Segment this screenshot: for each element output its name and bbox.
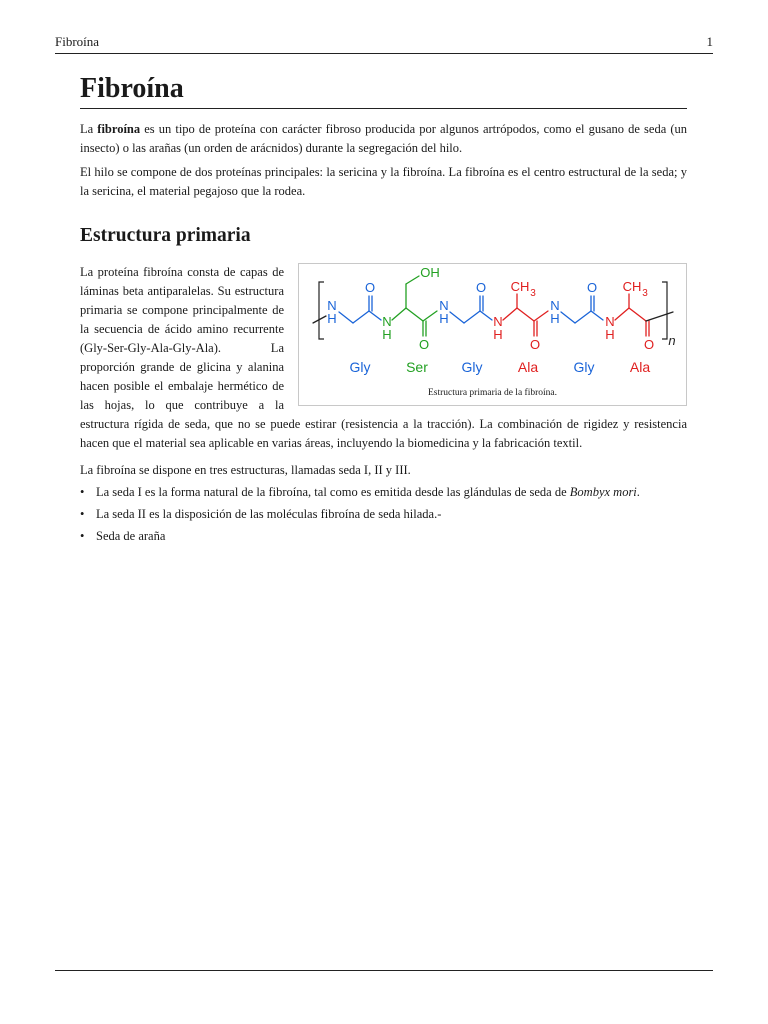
section-paragraph-2: La fibroína se dispone en tres estructuras, llamadas seda I, II y III.	[80, 463, 411, 477]
running-header	[55, 35, 713, 54]
ala2-bond-b	[629, 308, 646, 321]
ser-nh: H	[382, 327, 392, 342]
running-header-title: Fibroína	[55, 34, 100, 49]
residue-label-1: Gly	[349, 359, 371, 375]
bullet-marker: •	[80, 485, 85, 499]
ala1-o: O	[529, 337, 541, 352]
bullet-italic-text: Bombyx mori	[569, 485, 637, 499]
residue-label-4: Ala	[517, 359, 539, 375]
page-number: 1	[706, 34, 713, 49]
ala2-n: N	[605, 314, 615, 329]
gly2-n: N	[439, 298, 449, 313]
gly2-bond-a	[450, 312, 464, 323]
ser-n: N	[382, 314, 392, 329]
ala1-nh: H	[493, 327, 503, 342]
gly1-nh: H	[327, 311, 337, 326]
bullet-text-end: .	[636, 485, 640, 499]
residue-label-6: Ala	[629, 359, 651, 375]
gly1-bond-a	[339, 312, 353, 323]
ser-oh: OH	[420, 265, 440, 280]
bullet-list	[80, 483, 687, 546]
ser-bond-c	[423, 311, 437, 321]
ala2-ch-sub: 3	[642, 288, 648, 299]
structure-figure	[298, 263, 687, 406]
bullet-text: Seda de araña	[96, 529, 166, 543]
ala1-bond-a	[503, 308, 517, 320]
ser-side-b	[406, 276, 419, 284]
section-body	[80, 263, 687, 546]
bullet-marker: •	[80, 529, 85, 543]
ala1-ch: CH	[510, 279, 530, 294]
gly3-n: N	[550, 298, 560, 313]
ala2-ch: CH	[622, 279, 642, 294]
ala2-bond-a	[615, 308, 629, 320]
repeat-n: n	[668, 333, 676, 348]
right-bracket	[662, 282, 667, 339]
section-paragraph-1: La proteína fibroína consta de capas de láminas beta antiparalelas. Su estructura primaria se compone principalmente de la secuencia de ácido amino recurrente (Gly-Ser-Gly-Ala-Gly-Ala). La proporción grande de glicina y alanina hacen posible el embalaje hermético de las hojas, lo que contribuye a la estructura rígida de seda, que no se puede estirar (resistencia a la tracción). La combinación de rigidez y resistencia hacen que el material sea aplicable en varias áreas, incluyendo la biomedicina y la fabricación textil.	[80, 265, 687, 450]
ala2-nh: H	[605, 327, 615, 342]
gly3-bond-c	[591, 311, 603, 320]
bullet-item	[80, 505, 687, 524]
gly2-bond-b	[464, 311, 480, 323]
gly3-o: O	[586, 280, 598, 295]
figure-caption: Estructura primaria de la fibroína.	[428, 388, 557, 398]
residue-label-5: Gly	[573, 359, 595, 375]
gly2-o: O	[475, 280, 487, 295]
gly3-nh: H	[550, 311, 560, 326]
bullet-item	[80, 527, 687, 546]
intro-paragraph-1	[80, 120, 687, 158]
ala1-ch-sub: 3	[530, 288, 536, 299]
ser-bond-b	[406, 308, 423, 321]
intro-text-pre: La	[80, 122, 98, 136]
gly3-bond-b	[575, 311, 591, 323]
ser-o: O	[418, 337, 430, 352]
gly3-bond-a	[561, 312, 575, 323]
gly2-nh: H	[439, 311, 449, 326]
bullet-text: La seda II es la disposición de las moléculas fibroína de seda hilada.-	[96, 507, 442, 521]
peptide-structure-diagram	[299, 264, 688, 407]
chain-end-bond	[646, 312, 673, 321]
ala1-bond-c	[534, 311, 548, 321]
gly1-o: O	[364, 280, 376, 295]
residue-label-2: Ser	[406, 359, 428, 375]
bullet-text: La seda I es la forma natural de la fibroína, tal como es emitida desde las glándulas de seda de	[96, 485, 570, 499]
residue-label-3: Gly	[461, 359, 483, 375]
gly2-bond-c	[480, 311, 492, 320]
article-title: Fibroína	[80, 72, 687, 109]
bullet-item	[80, 483, 687, 502]
intro-text-post: es un tipo de proteína con carácter fibroso producida por algunos artrópodos, como el gusano de seda (un insecto) o las arañas (un orden de arácnidos) durante la segregación del hilo.	[80, 122, 688, 155]
footer-rule	[55, 970, 713, 971]
gly1-bond-c	[369, 311, 381, 320]
left-bracket	[319, 282, 324, 339]
section-heading: Estructura primaria	[80, 225, 251, 246]
ala1-n: N	[493, 314, 503, 329]
gly1-n: N	[327, 298, 337, 313]
ala1-bond-b	[517, 308, 534, 321]
bullet-marker: •	[80, 507, 85, 521]
gly1-bond-b	[353, 311, 369, 323]
ser-bond-a	[392, 308, 406, 320]
ala2-o: O	[643, 337, 655, 352]
article-body	[80, 72, 687, 549]
intro-bold-term: fibroína	[97, 122, 141, 136]
intro-paragraph-2: El hilo se compone de dos proteínas principales: la sericina y la fibroína. La fibroína es el centro estructural de la seda; y la sericina, el material pegajoso que la rodea.	[80, 165, 687, 198]
